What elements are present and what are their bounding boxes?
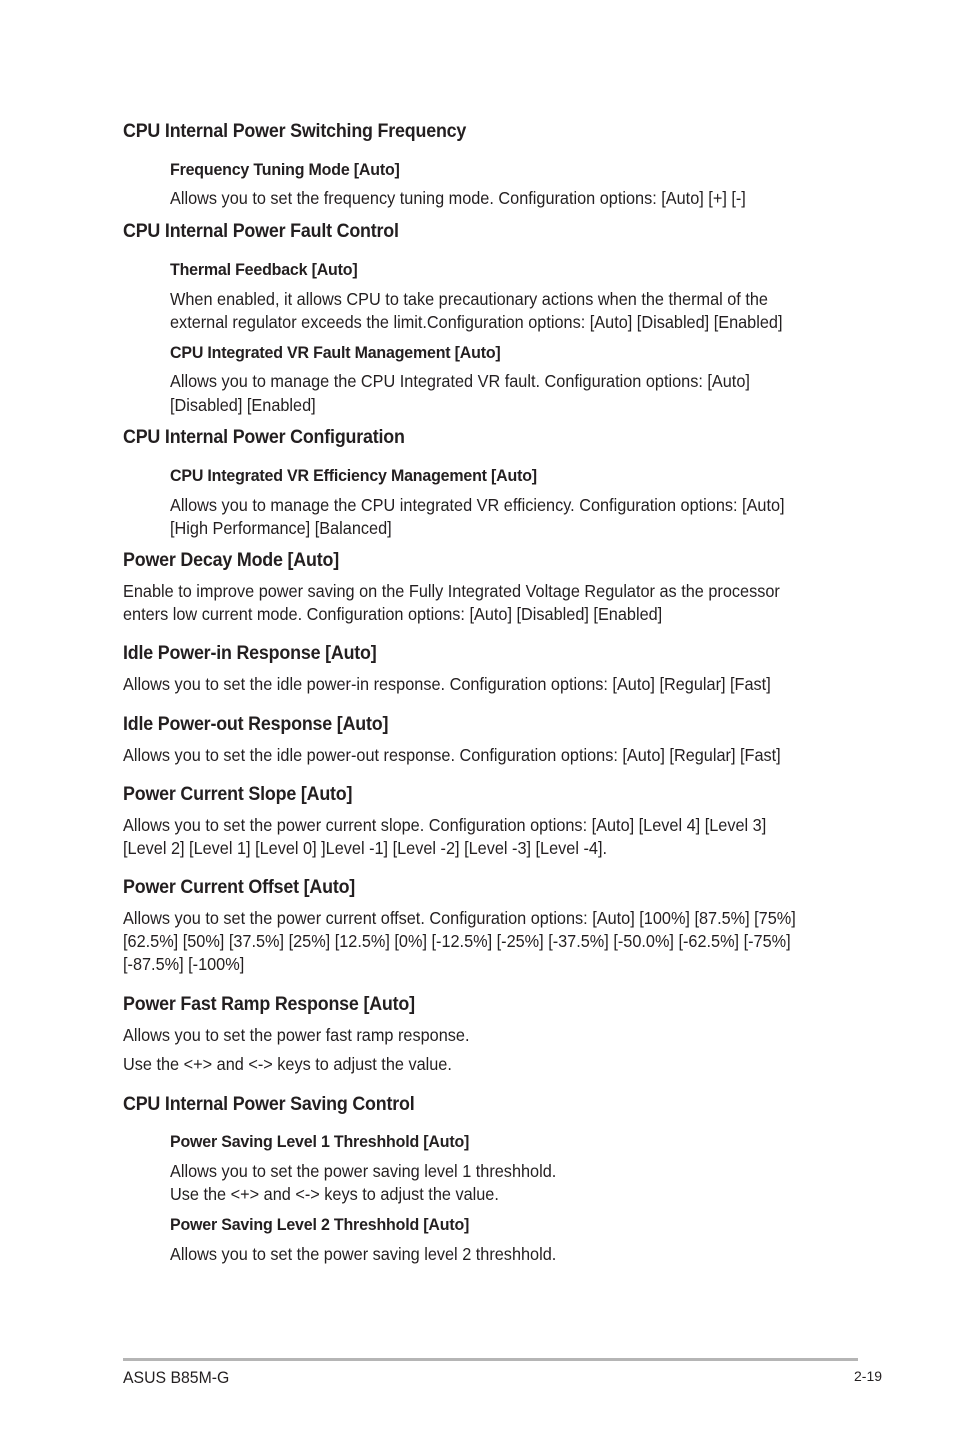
section-heading-power-current-offset: Power Current Offset [Auto] [123,877,356,898]
section-heading-switching-frequency: CPU Internal Power Switching Frequency [123,121,467,142]
section-heading-fast-ramp-response: Power Fast Ramp Response [Auto] [123,994,415,1015]
paragraph-line: Allows you to set the frequency tuning mode. Configuration options: [Auto] [+] [-] [170,188,746,208]
paragraph-line: Allows you to set the power fast ramp response. [123,1025,470,1045]
paragraph-line: Allows you to set the power saving level 1 threshhold. [170,1161,557,1181]
paragraph-line: [62.5%] [50%] [37.5%] [25%] [12.5%] [0%] [-12.5%] [-25%] [-37.5%] [-50.0%] [-62.5%] [-75%] [123,931,791,951]
section-heading-power-decay-mode: Power Decay Mode [Auto] [123,550,339,571]
paragraph-line: [Disabled] [Enabled] [170,395,316,415]
footer-divider [123,1358,858,1361]
paragraph-line: Enable to improve power saving on the Fully Integrated Voltage Regulator as the processor [123,581,780,601]
paragraph-line: enters low current mode. Configuration options: [Auto] [Disabled] [Enabled] [123,604,663,624]
paragraph-line: [-87.5%] [-100%] [123,954,245,974]
paragraph-line: Allows you to manage the CPU integrated VR efficiency. Configuration options: [Auto] [170,495,785,515]
subheading-frequency-tuning-mode: Frequency Tuning Mode [Auto] [170,160,400,179]
paragraph-line: Allows you to set the power current offset. Configuration options: [Auto] [100%] [87.5%] [75%] [123,908,796,928]
paragraph-line: [High Performance] [Balanced] [170,518,392,538]
subheading-thermal-feedback: Thermal Feedback [Auto] [170,260,358,279]
paragraph-line: Allows you to set the idle power-out response. Configuration options: [Auto] [Regular] [Fast] [123,745,781,765]
paragraph-line: Allows you to set the power saving level 2 threshhold. [170,1244,557,1264]
subheading-saving-level-1: Power Saving Level 1 Threshhold [Auto] [170,1132,470,1151]
subheading-saving-level-2: Power Saving Level 2 Threshhold [Auto] [170,1215,470,1234]
paragraph-line: [Level 2] [Level 1] [Level 0] ]Level -1] [Level -2] [Level -3] [Level -4]. [123,838,608,858]
section-heading-fault-control: CPU Internal Power Fault Control [123,221,399,242]
paragraph-line: Use the <+> and <-> keys to adjust the value. [123,1054,452,1074]
paragraph-line: Use the <+> and <-> keys to adjust the value. [170,1184,499,1204]
section-heading-idle-power-in: Idle Power-in Response [Auto] [123,643,377,664]
paragraph-line: When enabled, it allows CPU to take precautionary actions when the thermal of the [170,289,768,309]
section-heading-power-current-slope: Power Current Slope [Auto] [123,784,353,805]
paragraph-line: Allows you to set the idle power-in response. Configuration options: [Auto] [Regular] [Fast] [123,674,771,694]
paragraph-line: Allows you to set the power current slope. Configuration options: [Auto] [Level 4] [Level 3] [123,815,767,835]
paragraph-line: external regulator exceeds the limit.Configuration options: [Auto] [Disabled] [Enabled] [170,312,783,332]
section-heading-power-configuration: CPU Internal Power Configuration [123,427,405,448]
subheading-vr-fault-management: CPU Integrated VR Fault Management [Auto] [170,343,501,362]
section-heading-power-saving-control: CPU Internal Power Saving Control [123,1094,415,1115]
footer-product-name: ASUS B85M-G [123,1368,230,1387]
paragraph-line: Allows you to manage the CPU Integrated VR fault. Configuration options: [Auto] [170,371,750,391]
footer-page-number: 2-19 [854,1368,883,1384]
section-heading-idle-power-out: Idle Power-out Response [Auto] [123,714,389,735]
subheading-vr-efficiency-management: CPU Integrated VR Efficiency Management [Auto] [170,466,537,485]
